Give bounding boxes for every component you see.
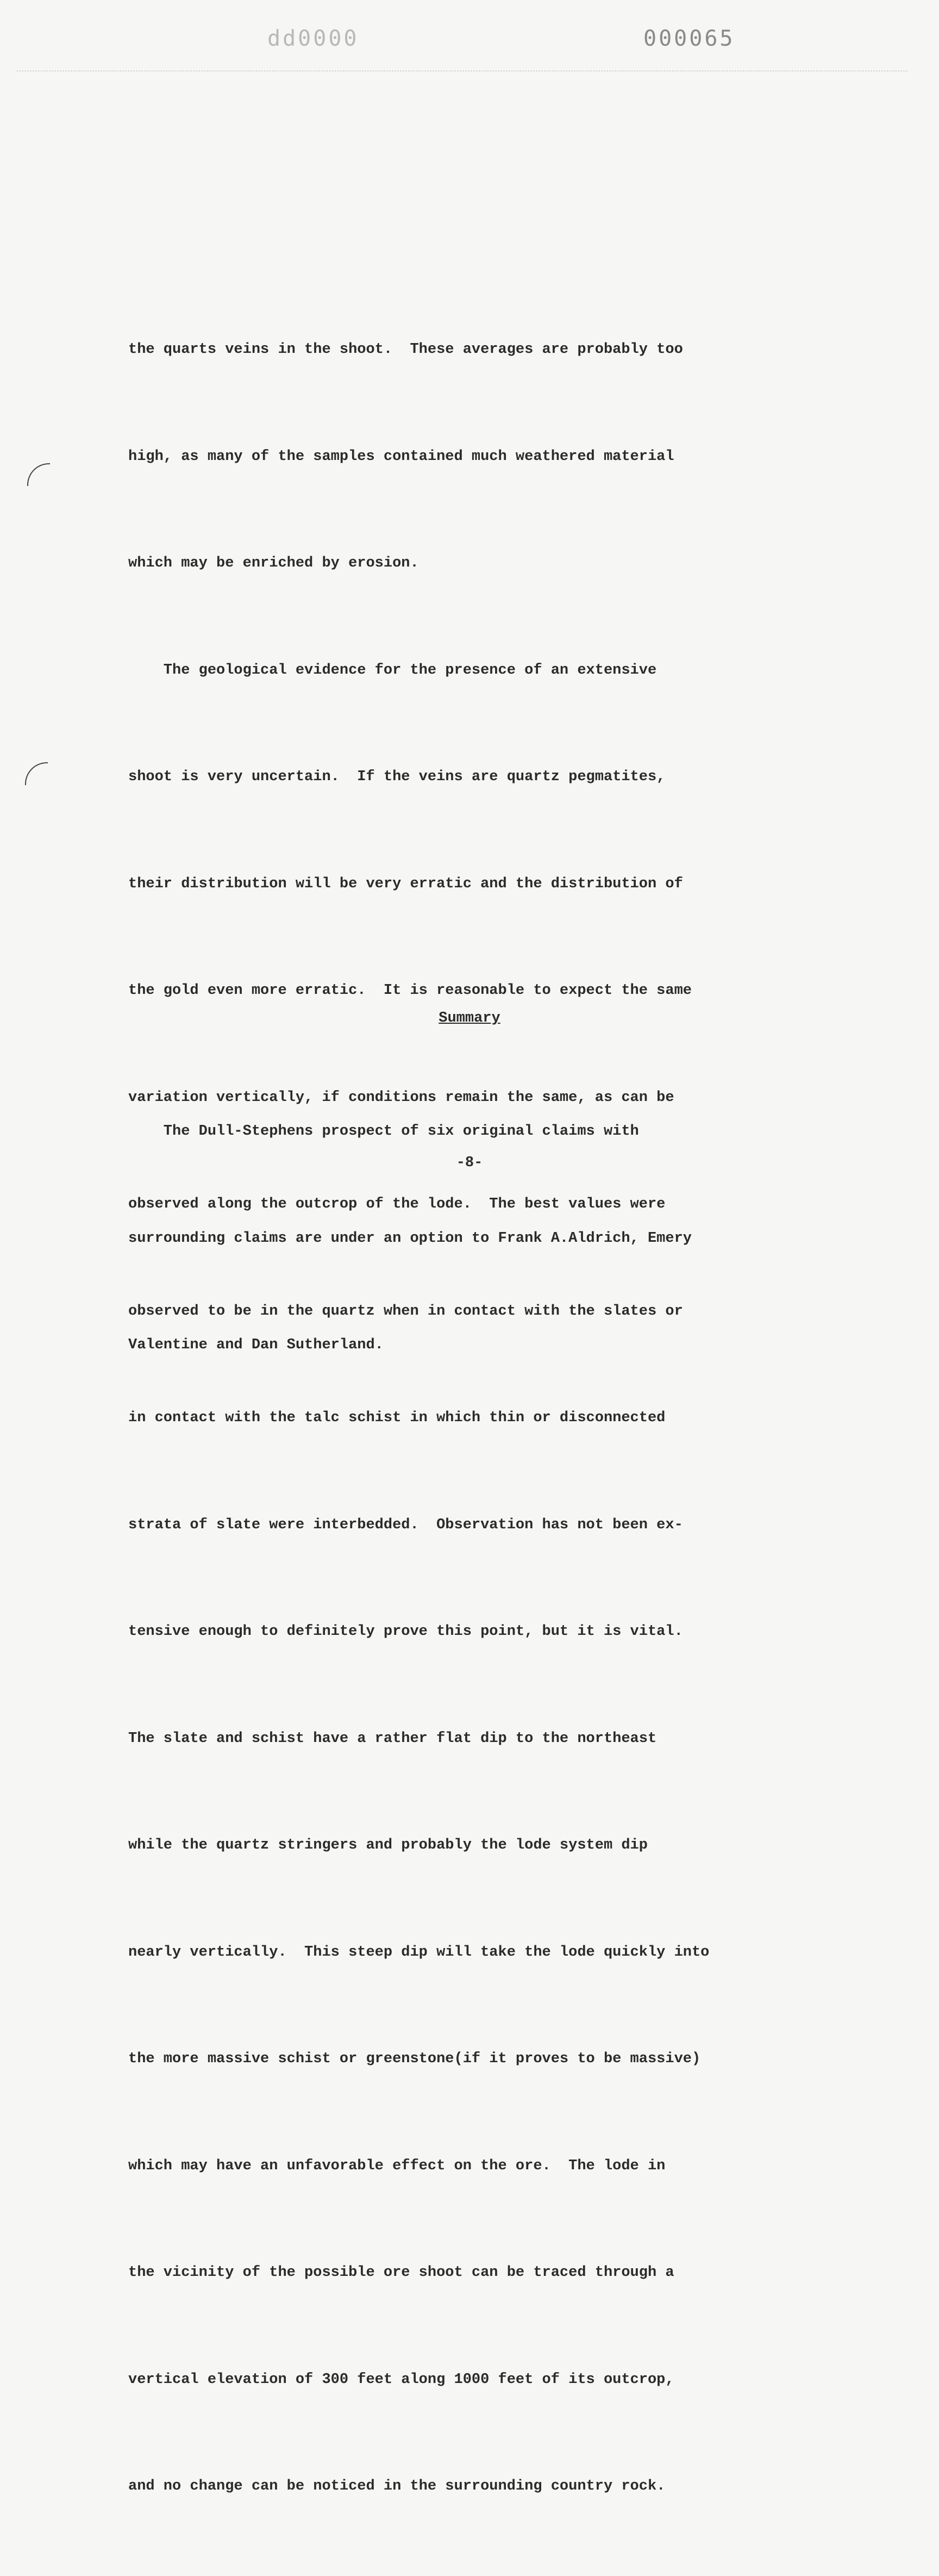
text-line: and no change can be noticed in the surrounding country rock. <box>128 2478 666 2494</box>
page-stamp-left: dd0000 <box>267 26 359 51</box>
text-line: The Dull-Stephens prospect of six original claims with <box>128 1123 639 1140</box>
page-stamp-right: 000065 <box>643 26 735 51</box>
page-number: -8- <box>456 1155 483 1171</box>
text-line: the vicinity of the possible ore shoot can be traced through a <box>128 2264 674 2281</box>
text-line: The geological evidence for the presence of an extensive <box>128 662 657 679</box>
text-line: the quarts veins in the shoot. These averages are probably too <box>128 341 683 358</box>
text-line: which may have an unfavorable effect on the ore. The lode in <box>128 2157 666 2174</box>
text-line: their distribution will be very erratic and the distribution of <box>128 875 683 892</box>
text-line: tensive enough to definitely prove this point, but it is vital. <box>128 1623 683 1640</box>
text-line: surrounding claims are under an option to Frank A.Aldrich, Emery <box>128 1230 692 1247</box>
text-line: shoot is very uncertain. If the veins are quartz pegmatites, <box>128 769 666 785</box>
margin-mark <box>25 762 48 785</box>
text-line: nearly vertically. This steep dip will take the lode quickly into <box>128 1944 710 1961</box>
margin-mark <box>27 463 50 486</box>
summary-heading: Summary <box>439 1010 500 1026</box>
text-line: variation vertically, if conditions remain the same, as can be <box>128 1089 674 1106</box>
text-line: the more massive schist or greenstone(if it proves to be massive) <box>128 2051 701 2067</box>
text-line: The slate and schist have a rather flat dip to the northeast <box>128 1730 657 1747</box>
text-line: the gold even more erratic. It is reasonable to expect the same <box>128 982 692 999</box>
text-line: which may be enriched by erosion. <box>128 555 419 571</box>
text-line: strata of slate were interbedded. Observation has not been ex- <box>128 1516 683 1533</box>
text-line: observed along the outcrop of the lode. The best values were <box>128 1196 666 1212</box>
text-line: Valentine and Dan Sutherland. <box>128 1337 384 1353</box>
text-line: in contact with the talc schist in which thin or disconnected <box>128 1410 666 1426</box>
text-line: high, as many of the samples contained much weathered material <box>128 448 674 465</box>
text-line: observed to be in the quartz when in contact with the slates or <box>128 1303 683 1320</box>
text-line: while the quartz stringers and probably the lode system dip <box>128 1837 648 1853</box>
text-line: vertical elevation of 300 feet along 1000 feet of its outcrop, <box>128 2371 674 2388</box>
summary-text <box>128 1043 813 1435</box>
